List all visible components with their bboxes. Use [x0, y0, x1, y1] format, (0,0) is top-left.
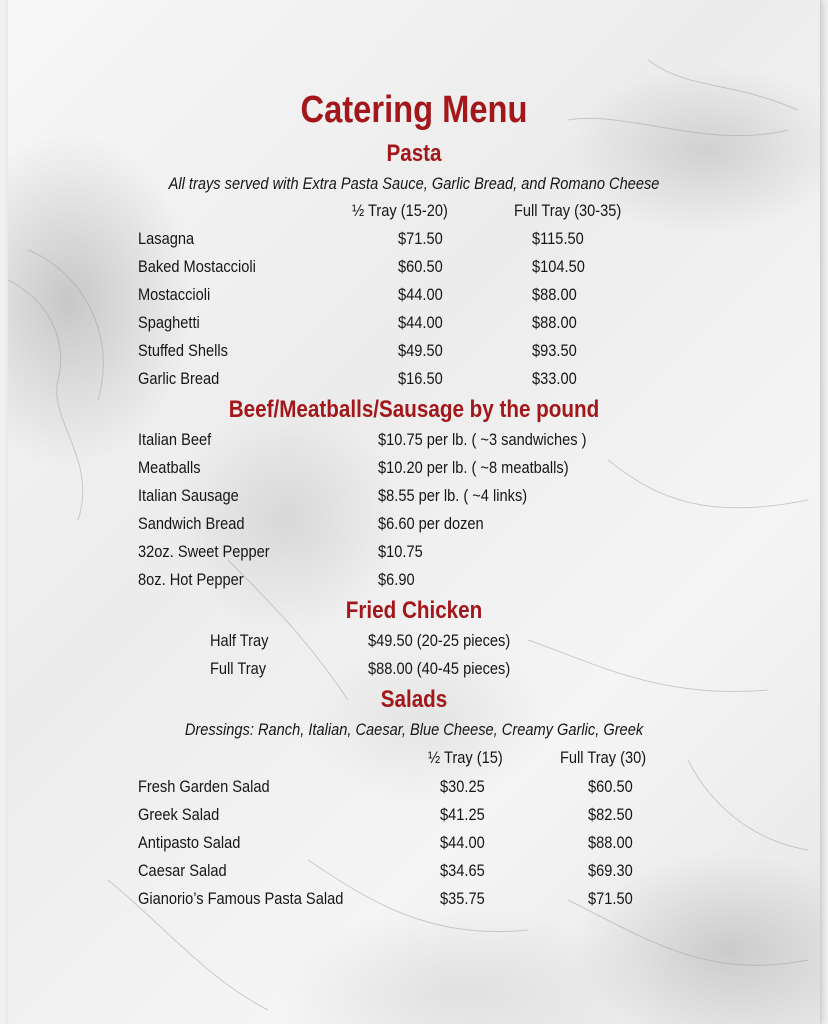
salads-heading: Salads	[380, 686, 448, 713]
full-tray-price: $88.00	[532, 313, 577, 332]
half-tray-price: $34.65	[440, 861, 485, 880]
half-tray-price: $44.00	[398, 285, 443, 304]
half-tray-price: $49.50	[398, 341, 443, 360]
pasta-col-half: ½ Tray (15-20)	[352, 201, 448, 220]
item-name: Spaghetti	[138, 313, 200, 332]
item-price: $8.55 per lb. ( ~4 links)	[378, 486, 528, 505]
item-price: $6.60 per dozen	[378, 514, 484, 533]
item-name: Sandwich Bread	[138, 514, 245, 533]
item-name: Italian Beef	[138, 430, 212, 449]
item-name: Lasagna	[138, 229, 195, 248]
item-name: Meatballs	[138, 458, 201, 477]
beef-heading: Beef/Meatballs/Sausage by the pound	[228, 396, 600, 423]
item-name: Full Tray	[210, 659, 267, 678]
full-tray-price: $33.00	[532, 369, 577, 388]
full-tray-price: $88.00	[532, 285, 577, 304]
item-name: Fresh Garden Salad	[138, 777, 270, 796]
half-tray-price: $16.50	[398, 369, 443, 388]
item-name: Greek Salad	[138, 805, 220, 824]
half-tray-price: $71.50	[398, 229, 443, 248]
half-tray-price: $44.00	[440, 833, 485, 852]
full-tray-price: $88.00	[588, 833, 633, 852]
salads-col-full: Full Tray (30)	[560, 748, 647, 767]
full-tray-price: $71.50	[588, 889, 633, 908]
pasta-col-full: Full Tray (30-35)	[514, 201, 622, 220]
full-tray-price: $93.50	[532, 341, 577, 360]
chicken-heading: Fried Chicken	[345, 597, 483, 624]
item-name: Half Tray	[210, 631, 269, 650]
item-name: 8oz. Hot Pepper	[138, 570, 244, 589]
half-tray-price: $35.75	[440, 889, 485, 908]
item-name: Mostaccioli	[138, 285, 211, 304]
item-name: Antipasto Salad	[138, 833, 241, 852]
salads-note: Dressings: Ranch, Italian, Caesar, Blue Cheese, Creamy Garlic, Greek	[184, 720, 644, 739]
half-tray-price: $41.25	[440, 805, 485, 824]
half-tray-price: $44.00	[398, 313, 443, 332]
item-name: Gianorio’s Famous Pasta Salad	[138, 889, 344, 908]
item-name: Stuffed Shells	[138, 341, 228, 360]
half-tray-price: $60.50	[398, 257, 443, 276]
menu-page	[8, 0, 821, 1024]
half-tray-price: $30.25	[440, 777, 485, 796]
full-tray-price: $104.50	[532, 257, 585, 276]
item-name: 32oz. Sweet Pepper	[138, 542, 270, 561]
item-price: $88.00 (40-45 pieces)	[368, 659, 511, 678]
item-name: Baked Mostaccioli	[138, 257, 256, 276]
item-name: Caesar Salad	[138, 861, 227, 880]
full-tray-price: $69.30	[588, 861, 633, 880]
item-price: $49.50 (20-25 pieces)	[368, 631, 511, 650]
full-tray-price: $60.50	[588, 777, 633, 796]
item-price: $10.75 per lb. ( ~3 sandwiches )	[378, 430, 587, 449]
pasta-note: All trays served with Extra Pasta Sauce, Garlic Bread, and Romano Cheese	[168, 174, 660, 193]
item-price: $10.20 per lb. ( ~8 meatballs)	[378, 458, 569, 477]
item-price: $10.75	[378, 542, 423, 561]
pasta-heading: Pasta	[386, 140, 442, 167]
full-tray-price: $82.50	[588, 805, 633, 824]
item-name: Italian Sausage	[138, 486, 239, 505]
full-tray-price: $115.50	[532, 229, 584, 248]
item-price: $6.90	[378, 570, 415, 589]
salads-col-half: ½ Tray (15)	[428, 748, 503, 767]
item-name: Garlic Bread	[138, 369, 220, 388]
menu-title: Catering Menu	[300, 89, 528, 131]
